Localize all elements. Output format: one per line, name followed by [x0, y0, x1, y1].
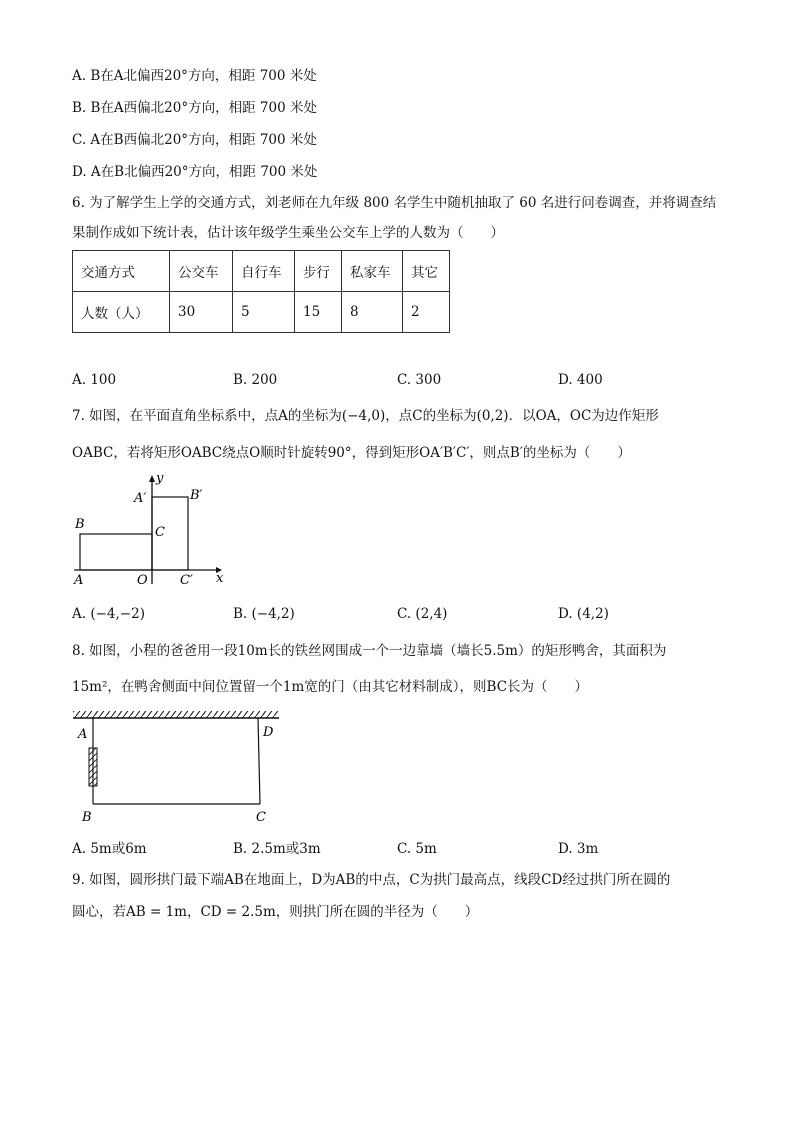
q7-option-c: C. (2,4): [397, 606, 448, 622]
table-cell: 人数（人）: [73, 292, 170, 333]
table-cell: 5: [233, 292, 295, 333]
q7-coordinate-figure: [70, 472, 240, 590]
q6-option-a: A. 100: [72, 372, 117, 388]
figure-label: O: [137, 573, 148, 588]
q7-option-d: D. (4,2): [558, 606, 609, 622]
figure-label: C: [256, 810, 266, 825]
q6-stem-line2: 果制作成如下统计表，估计该年级学生乘坐公交车上学的人数为（ ）: [72, 225, 504, 241]
figure-label: A: [74, 573, 84, 588]
q8-option-d: D. 3m: [558, 841, 599, 857]
q8-duck-shed-figure: [70, 708, 290, 828]
table-cell: 15: [295, 292, 342, 333]
figure-label: y: [156, 472, 164, 486]
figure-label: A: [78, 727, 88, 742]
table-cell: 自行车: [233, 251, 295, 292]
figure-label: C: [155, 525, 165, 540]
figure-label: B: [75, 517, 85, 532]
table-cell: 2: [403, 292, 450, 333]
q9-stem-line1: 9. 如图，圆形拱门最下端AB在地面上，D为AB的中点，C为拱门最高点，线段CD经过拱门所在圆的: [72, 872, 671, 888]
q9-stem-line2: 圆心，若AB = 1m，CD = 2.5m，则拱门所在圆的半径为（ ）: [72, 904, 479, 920]
table-cell: 交通方式: [73, 251, 170, 292]
table-cell: 8: [342, 292, 403, 333]
figure-label: D: [263, 725, 274, 740]
table-cell: 私家车: [342, 251, 403, 292]
q7-stem-line1: 7. 如图，在平面直角坐标系中，点A的坐标为(−4,0)，点C的坐标为(0,2)．以OA，OC为边作矩形: [72, 408, 659, 424]
table-row: [73, 251, 450, 292]
q8-option-a: A. 5m或6m: [72, 841, 147, 857]
q7-stem-line2: OABC，若将矩形OABC绕点O顺时针旋转90°，得到矩形OA′B′C′，则点B′的坐标为（ ）: [72, 445, 631, 461]
q5-option-d: D. A在B北偏西20°方向，相距 700 米处: [72, 164, 318, 180]
q8-stem-line1: 8. 如图，小程的爸爸用一段10m长的铁丝网围成一个一边靠墙（墙长5.5m）的矩形鸭舍，其面积为: [72, 643, 667, 659]
q7-option-a: A. (−4,−2): [72, 606, 145, 622]
q6-option-d: D. 400: [558, 372, 603, 388]
table-cell: 30: [170, 292, 233, 333]
figure-label: C′: [180, 573, 193, 588]
q8-stem-line2: 15m²，在鸭舍侧面中间位置留一个1m宽的门（由其它材料制成），则BC长为（ ）: [72, 679, 589, 695]
q6-stem-line1: 6. 为了解学生上学的交通方式，刘老师在九年级 800 名学生中随机抽取了 60 名进行问卷调查，并将调查结: [72, 195, 717, 211]
q5-option-c: C. A在B西偏北20°方向，相距 700 米处: [72, 132, 317, 148]
q8-option-b: B. 2.5m或3m: [233, 841, 321, 857]
q8-option-c: C. 5m: [397, 841, 437, 857]
table-cell: 其它: [403, 251, 450, 292]
table-cell: 步行: [295, 251, 342, 292]
q6-stats-table: [72, 250, 450, 333]
q6-option-c: C. 300: [397, 372, 442, 388]
table-cell: 公交车: [170, 251, 233, 292]
q6-option-b: B. 200: [233, 372, 278, 388]
figure-label: x: [216, 571, 224, 586]
q5-option-a: A. B在A北偏西20°方向，相距 700 米处: [72, 68, 317, 84]
q7-option-b: B. (−4,2): [233, 606, 295, 622]
table-row: [73, 292, 450, 333]
figure-label: B: [82, 810, 92, 825]
figure-label: B′: [190, 488, 203, 503]
q5-option-b: B. B在A西偏北20°方向，相距 700 米处: [72, 100, 317, 116]
figure-label: A′: [134, 491, 147, 506]
